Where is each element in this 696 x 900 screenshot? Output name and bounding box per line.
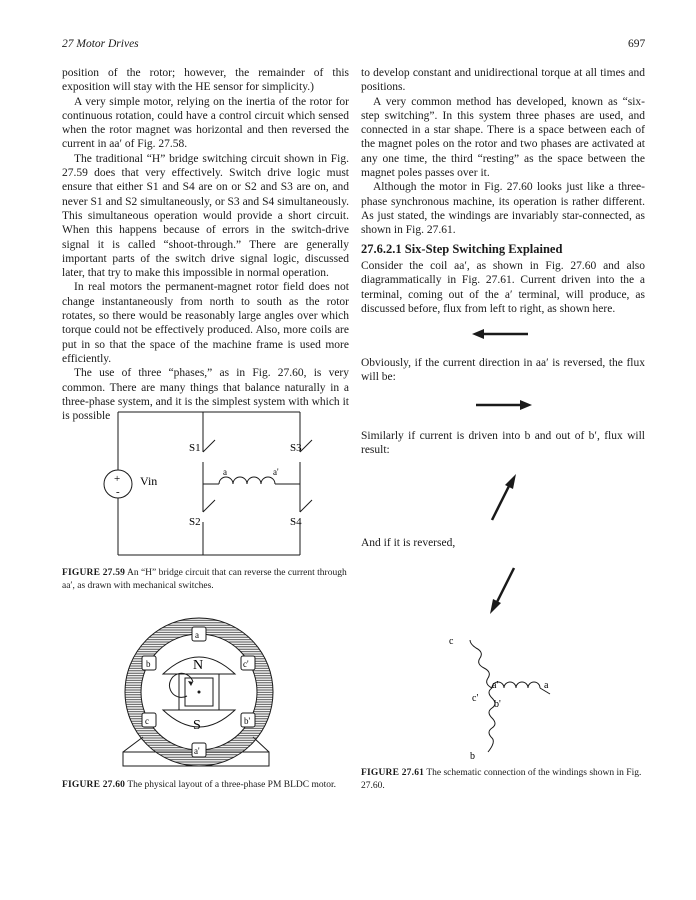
figure-star-windings	[440, 632, 570, 767]
paragraph: Similarly if current is driven into b and out of b′, flux will result:	[361, 430, 645, 457]
node-c-prime: c'	[472, 693, 479, 704]
caption-text: The physical layout of a three-phase PM BLDC motor.	[127, 780, 337, 790]
label-s4: S4	[290, 516, 302, 528]
figure-motor-layout	[115, 612, 275, 779]
figure-27-61-caption	[361, 767, 645, 793]
paragraph: A very simple motor, relying on the inertia of the rotor for continuous rotation, could have a control circuit which sensed when the rotor magnet was horizontal and then reversed the current in aa′ of Fig. 27.58.	[62, 95, 349, 151]
right-column-text	[361, 66, 645, 238]
slot-a: a	[195, 630, 199, 640]
flux-arrow-down-left	[486, 564, 520, 621]
label-s1: S1	[189, 442, 201, 454]
caption-label: FIGURE 27.59	[62, 568, 126, 578]
label-minus: -	[116, 486, 120, 498]
figure-h-bridge	[95, 410, 335, 565]
paragraph: Consider the coil aa′, as shown in Fig. 27.60 and also diagrammatically in Fig. 27.61. Current driven into the a terminal, coming out of the a′ terminal, will produce, as discussed before, flux from left to right, as shown here.	[361, 260, 645, 315]
paragraph: to develop constant and unidirectional torque at all times and positions.	[361, 67, 645, 94]
label-a: a	[223, 467, 227, 477]
terminal-a: a	[544, 680, 549, 691]
paragraph: Obviously, if the current direction in aa′ is reversed, the flux will be:	[361, 357, 645, 384]
paragraph: Although the motor in Fig. 27.60 looks just like a three-phase synchronous machine, its operation is rather different. As just stated, the windings are invariably star-connected, as shown in Fig. 27.61.	[361, 181, 645, 237]
running-header-chapter: 27 Motor Drives	[62, 38, 139, 50]
caption-label: FIGURE 27.61	[361, 768, 425, 778]
label-s2: S2	[189, 516, 201, 528]
slot-c-prime: c'	[243, 659, 249, 669]
text-reversed	[361, 356, 645, 385]
paragraph: position of the rotor; however, the remainder of this exposition will stay with the HE sensor for simplicity.)	[62, 67, 349, 94]
label-plus: +	[114, 473, 121, 485]
label-s3: S3	[290, 442, 302, 454]
flux-arrow-left	[470, 327, 530, 346]
flux-arrow-up-right	[486, 472, 520, 529]
section-heading: 27.6.2.1 Six-Step Switching Explained	[361, 242, 563, 256]
slot-b-prime: b'	[244, 716, 251, 726]
paragraph: The traditional “H” bridge switching circuit shown in Fig. 27.59 does that very effectively. Switch drive logic must ensure that either S1 and S4 are on or S2 and S3 are on, and never S1 and S2 simultaneously, or S3 and S4 simultaneously. This simultaneous operation would provide a short circuit. When this happens because of errors in the switch-drive signal it is called “shoot-through.” There are generally important parts of the switch drive signal logic, discussed later, that try to make this impossible in normal operation.	[62, 152, 349, 280]
node-b-prime: b'	[494, 699, 501, 710]
page-number: 697	[628, 38, 646, 50]
left-column-text	[62, 66, 349, 423]
paragraph: The use of three “phases,” as in Fig. 27.60, is very common. There are many things that balance naturally in a three-phase system, and it is the simplest system with which it is possible	[62, 367, 349, 423]
slot-a-prime: a'	[194, 746, 200, 756]
caption-text: An “H” bridge circuit that can reverse the current through aa′, as drawn with mechanical switches.	[62, 568, 347, 591]
figure-27-59-caption	[62, 567, 349, 593]
flux-arrow-right	[474, 398, 534, 417]
caption-label: FIGURE 27.60	[62, 780, 126, 790]
caption-text: The schematic connection of the windings shown in Fig. 27.60.	[361, 768, 642, 791]
section-intro	[361, 259, 645, 316]
label-vin: Vin	[140, 474, 158, 488]
figure-27-60-caption	[62, 779, 349, 792]
slot-c: c	[145, 716, 149, 726]
paragraph: And if it is reversed,	[361, 537, 456, 549]
text-b-reversed	[361, 536, 645, 550]
paragraph: A very common method has developed, known as “six-step switching”. In this system three phases are used, and connected in a star shape. There is a space between each of the magnet poles on the rotor and two phases are activated at any one time, the third “resting” as the space between the magnet poles passes over it.	[361, 95, 645, 180]
terminal-b: b	[470, 751, 475, 762]
node-a-prime: a'	[492, 680, 499, 691]
pole-south: S	[193, 718, 201, 733]
pole-north: N	[193, 658, 204, 673]
label-a-prime: a'	[273, 467, 279, 477]
slot-b: b	[146, 659, 151, 669]
text-b-in	[361, 429, 645, 458]
paragraph: In real motors the permanent-magnet rotor field does not change instantaneously from north to south as the rotor rotates, so there would be reasonably large angles over which torque could not be effectively produced. Also, more coils are put in so that the space of the machine frame is used more efficiently.	[62, 281, 349, 365]
terminal-c: c	[449, 636, 454, 647]
